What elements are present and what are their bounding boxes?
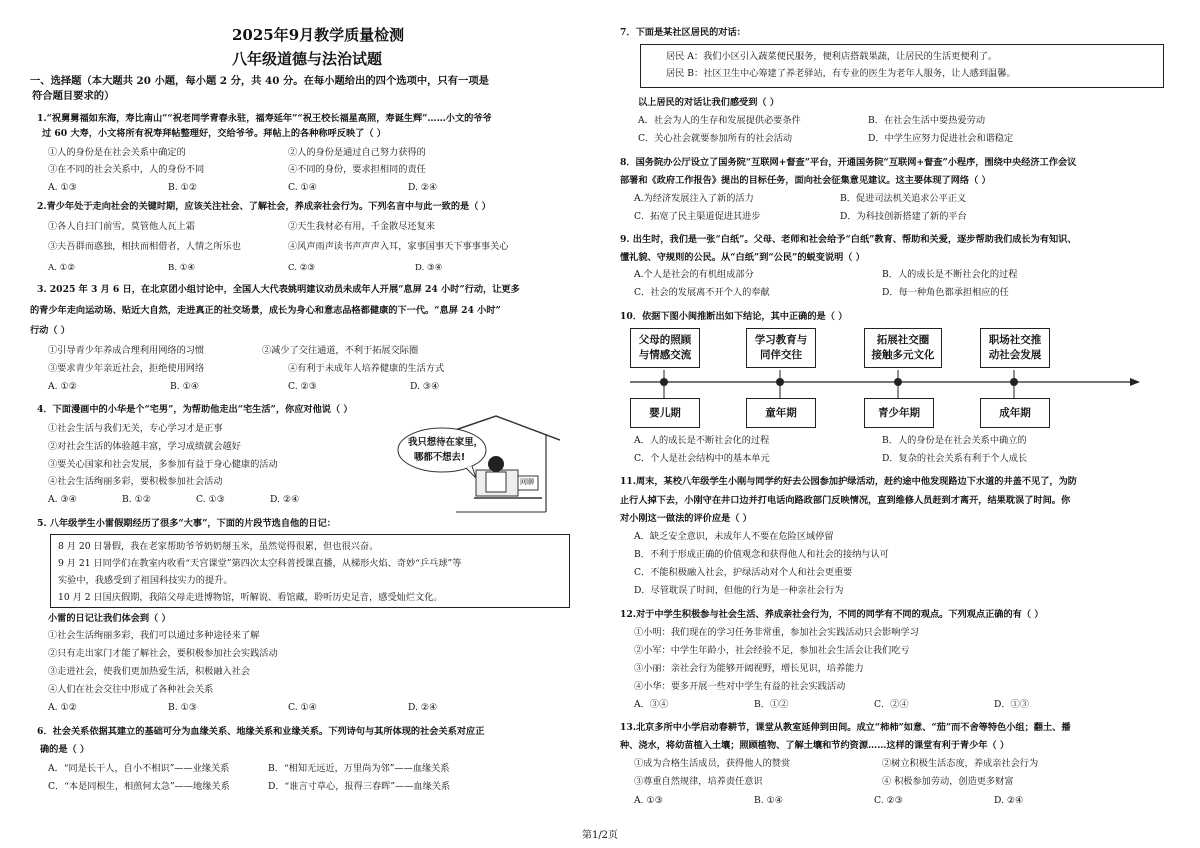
q1-option: ③在不同的社会关系中，人的身份不同: [48, 164, 205, 175]
q10-stem: 10．依据下图小闽推断出如下结论，其中正确的是（ ）: [620, 311, 848, 322]
q2-option: ①各人自扫门前雪，莫管他人瓦上霜: [48, 221, 195, 232]
q3-stem: 的青少年走向运动场、贴近大自然，走进真正的社交场景，成长为身心和意志品格都健康的下一代。“息屏 24 小时”: [30, 305, 501, 316]
q13-option: ②树立积极生活态度，养成亲社会行为: [882, 758, 1039, 769]
q11-choice-c[interactable]: C．不能积极融入社会，护绿活动对个人和社会更重要: [634, 567, 853, 578]
timeline-top-adulthood: 职场社交推 动社会发展: [980, 328, 1050, 368]
q11-choice-b[interactable]: B．不利于形成正确的价值观念和获得他人和社会的接纳与认可: [634, 549, 889, 560]
q13-choice-b[interactable]: B. ①④: [754, 795, 784, 806]
exam-title-line2: 八年级道德与法治试题: [232, 50, 383, 68]
q5-choice-a[interactable]: A. ①②: [48, 702, 77, 713]
q3-option: ①引导青少年养成合理利用网络的习惯: [48, 345, 205, 356]
timeline-top-adolescence: 拓展社交圈 接触多元文化: [864, 328, 942, 368]
q12-choice-c[interactable]: C．②④: [874, 699, 909, 710]
q1-choice-c[interactable]: C. ①④: [288, 182, 318, 193]
q12-option: ①小明：我们现在的学习任务非常重，参加社会实践活动只会影响学习: [634, 627, 919, 638]
q13-choice-a[interactable]: A. ①③: [634, 795, 663, 806]
diary-line: 8 月 20 日暑假，我在老家帮助爷爷奶奶掰玉米，虽然觉得很累，但也很兴奋。: [58, 541, 379, 552]
q4-choice-d[interactable]: D. ②④: [270, 494, 300, 505]
timeline-top-childhood: 学习教育与 同伴交往: [746, 328, 816, 368]
q6-choice-c[interactable]: C．“本是同根生，相煎何太急”——地缘关系: [48, 781, 230, 792]
q9-choice-b[interactable]: B．人的成长是不断社会化的过程: [882, 269, 1018, 280]
q2-choice-d[interactable]: D. ③④: [415, 263, 443, 273]
dialogue-line: 居民 B：社区卫生中心筹建了养老驿站，有专业的医生为老年人服务，让人感到温馨。: [666, 68, 1016, 79]
q9-stem: 9. 出生时，我们是一张“白纸”。父母、老师和社会给予“白纸”教育、帮助和关爱，逐步帮助我们成长为有知识、: [620, 234, 1077, 245]
q12-option: ③小丽：亲社会行为能够开阔视野，增长见识，培养能力: [634, 663, 864, 674]
q5-option: ④人们在社会交往中形成了各种社会关系: [48, 684, 214, 695]
q8-choice-c[interactable]: C．拓宽了民主渠道促进其进步: [634, 211, 761, 222]
q1-stem: 过 60 大寿，小文将所有祝寿拜帖整理好，交给爷爷。拜帖上的各种称呼反映了（ ）: [42, 128, 386, 139]
q8-choice-a[interactable]: A.为经济发展注入了新的活力: [634, 193, 754, 204]
speech-bubble-line2: 哪都不想去!: [414, 452, 466, 463]
q2-option: ②天生我材必有用，千金散尽还复来: [288, 221, 435, 232]
q3-stem: 行动（ ）: [30, 325, 70, 336]
q6-stem: 确的是（ ）: [40, 744, 90, 755]
q6-choice-a[interactable]: A．“同是长干人，自小不相识”——业缘关系: [48, 763, 230, 774]
q1-option: ④不同的身份，要求担相同的责任: [288, 164, 426, 175]
q6-choice-d[interactable]: D．“谁言寸草心，报得三春晖”——血缘关系: [268, 781, 451, 792]
q3-stem: 3. 2025 年 3 月 6 日，在北京团小组讨论中，全国人大代表姚明建议动员未成年人开展“息屏 24 小时”行动，让更多: [37, 284, 520, 295]
q7-choice-a[interactable]: A．社会为人的生存和发展提供必要条件: [638, 115, 801, 126]
growth-timeline: [630, 326, 1140, 430]
q4-option: ④社会生活绚丽多彩，要积极参加社会活动: [48, 476, 223, 487]
q5-choice-b[interactable]: B. ①③: [168, 702, 198, 713]
q12-stem: 12.对于中学生积极参与社会生活、养成亲社会行为，不同的同学有不同的观点。下列观点正确的有（ ）: [620, 609, 1044, 620]
q1-option: ①人的身份是在社会关系中确定的: [48, 147, 186, 158]
page-number: 第1/2页: [581, 830, 619, 841]
q11-choice-d[interactable]: D．尽管耽误了时间，但他的行为是一种亲社会行为: [634, 585, 844, 596]
q5-option: ①社会生活绚丽多彩，我们可以通过多种途径来了解: [48, 630, 260, 641]
dialogue-line: 居民 A：我们小区引入蔬菜便民服务，便利店搭载果蔬，让居民的生活更便利了。: [666, 51, 998, 62]
q13-stem: 种、浇水，将幼苗植入土壤；照顾植物、了解土壤和节约资源……这样的课堂有利于青少年（ ）: [620, 740, 1010, 751]
speech-bubble-line1: 我只想待在家里，: [408, 437, 484, 448]
q3-choice-d[interactable]: D. ③④: [410, 381, 440, 392]
section-heading: 一、选择题（本大题共 20 小题，每小题 2 分，共 40 分。在每小题给出的四个选项中，只有一项是: [30, 75, 489, 87]
section-heading-cont: 符合题目要求的）: [32, 90, 115, 102]
q8-stem: 部署和《政府工作报告》提出的目标任务，面向社会征集意见建议。这主要体现了网络（ ）: [620, 175, 991, 186]
q2-option: ③夫吾群而惑独，相扶而相借者，人情之所乐也: [48, 241, 241, 252]
q10-choice-d[interactable]: D．复杂的社会关系有利于个人成长: [882, 453, 1028, 464]
q1-choice-a[interactable]: A. ①③: [48, 182, 77, 193]
q3-choice-b[interactable]: B. ①④: [170, 381, 200, 392]
cartoon-illustration: [396, 412, 560, 514]
q5-choice-d[interactable]: D. ②④: [408, 702, 438, 713]
screen-sign: 网聊: [520, 478, 534, 486]
q9-choice-c[interactable]: C．社会的发展离不开个人的奉献: [634, 287, 770, 298]
q12-choice-d[interactable]: D．①③: [994, 699, 1029, 710]
q10-choice-a[interactable]: A．人的成长是不断社会化的过程: [634, 435, 770, 446]
q3-option: ③要求青少年亲近社会，拒绝使用网络: [48, 363, 205, 374]
q7-choice-b[interactable]: B．在社会生活中要热爱劳动: [868, 115, 986, 126]
q4-choice-a[interactable]: A. ③④: [48, 494, 77, 505]
q8-stem: 8．国务院办公厅设立了国务院“互联网+督查”平台，开通国务院“互联网+督查”小程序，围绕中央经济工作会议: [620, 157, 1077, 168]
q5-option: ②只有走出家门才能了解社会，要积极参加社会实践活动: [48, 648, 278, 659]
q12-choice-a[interactable]: A．③④: [634, 699, 669, 710]
q3-choice-c[interactable]: C. ②③: [288, 381, 318, 392]
q4-stem: 4．下面漫画中的小华是个“宅男”，为帮助他走出“宅生活”，你应对他说（ ）: [37, 404, 353, 415]
q12-choice-b[interactable]: B．①②: [754, 699, 789, 710]
q5-option: ③走进社会，使我们更加热爱生活，积极融入社会: [48, 666, 251, 677]
q1-choice-d[interactable]: D. ②④: [408, 182, 438, 193]
q13-stem: 13.北京多所中小学启动春耕节，课堂从教室延伸到田间。成立“柿柿”如意、“茄”而不舍等特色小组；翻土、播: [620, 722, 1071, 733]
q3-choice-a[interactable]: A. ①②: [48, 381, 77, 392]
q6-choice-b[interactable]: B．“相知无远近，万里尚为邻”——血缘关系: [268, 763, 450, 774]
exam-title-line1: 2025年9月教学质量检测: [232, 26, 405, 44]
q2-choice-a[interactable]: A. ①②: [48, 263, 76, 273]
q13-option: ①成为合格生活成员，获得他人的赞赏: [634, 758, 791, 769]
q12-option: ②小军：中学生年龄小，社会经验不足，参加社会生活会让我们吃亏: [634, 645, 910, 656]
q4-choice-b[interactable]: B. ①②: [122, 494, 152, 505]
q3-option: ④有利于未成年人培养健康的生活方式: [288, 363, 445, 374]
q2-option: ④风声雨声读书声声声入耳，家事国事天下事事事关心: [288, 241, 509, 252]
timeline-bottom-infancy: 婴儿期: [630, 398, 700, 428]
q11-choice-a[interactable]: A．缺乏安全意识，未成年人不要在危险区域停留: [634, 531, 834, 542]
q7-choice-c[interactable]: C．关心社会就要参加所有的社会活动: [638, 133, 793, 144]
q13-choice-d[interactable]: D. ②④: [994, 795, 1024, 806]
q11-stem: 对小刚这一做法的评价应是（ ）: [620, 513, 752, 524]
q4-option: ③要关心国家和社会发展，多参加有益于身心健康的活动: [48, 459, 278, 470]
q13-choice-c[interactable]: C. ②③: [874, 795, 904, 806]
timeline-bottom-adolescence: 青少年期: [864, 398, 934, 428]
q6-stem: 6．社会关系依据其建立的基础可分为血缘关系、地缘关系和业缘关系。下列诗句与其所体现的社会关系对应正: [37, 726, 485, 737]
q7-question: 以上居民的对话让我们感受到（ ）: [638, 97, 780, 108]
q12-option: ④小华：要多开展一些对中学生有益的社会实践活动: [634, 681, 846, 692]
q1-stem: 1.“祝舅舅福如东海，寿比南山”“祝老同学青春永驻，福寿延年”“祝王校长福星高照，寿诞生辉”……小文的爷爷: [37, 113, 492, 124]
q5-choice-c[interactable]: C. ①④: [288, 702, 318, 713]
q4-option: ②对社会生活的体验越丰富，学习成绩就会越好: [48, 441, 241, 452]
q2-choice-b[interactable]: B. ①④: [168, 263, 196, 273]
q4-choice-c[interactable]: C. ①③: [196, 494, 226, 505]
q4-option: ①社会生活与我们无关，专心学习才是正事: [48, 423, 223, 434]
timeline-top-infancy: 父母的照顾 与情感交流: [630, 328, 700, 368]
timeline-bottom-adulthood: 成年期: [980, 398, 1050, 428]
q5-question: 小雷的日记让我们体会到（ ）: [48, 613, 171, 624]
q3-option: ②减少了交往通道，不利于拓展交际圈: [262, 345, 419, 356]
q9-choice-a[interactable]: A.个人是社会的有机组成部分: [634, 269, 754, 280]
q2-choice-c[interactable]: C. ②③: [288, 263, 316, 273]
q10-choice-b[interactable]: B．人的身份是在社会关系中确立的: [882, 435, 1027, 446]
timeline-bottom-childhood: 童年期: [746, 398, 816, 428]
diary-line: 实验中，我感受到了祖国科技实力的提升。: [58, 575, 233, 586]
q8-choice-d[interactable]: D．为科技创新搭建了新的平台: [840, 211, 967, 222]
q5-stem: 5. 八年级学生小雷假期经历了很多“大事”，下面的片段节选自他的日记：: [37, 518, 336, 529]
q9-choice-d[interactable]: D．每一种角色都承担相应的任: [882, 287, 1009, 298]
diary-line: 9 月 21 日同学们在教室内收看“天宫课堂”第四次太空科普授课直播，从梯形火焰、奇妙“乒乓球”等: [58, 558, 462, 569]
diary-line: 10 月 2 日国庆假期，我陪父母走进博物馆，听解说、看馆藏，聆听历史足音，感受灿烂文化。: [58, 592, 443, 603]
q1-choice-b[interactable]: B. ①②: [168, 182, 198, 193]
q8-choice-b[interactable]: B．促进司法机关追求公平正义: [840, 193, 967, 204]
q11-stem: 11.周末，某校八年级学生小刚与同学约好去公园参加护绿活动，赶约途中他发现路边下水道的井盖不见了，为防: [620, 476, 1077, 487]
q10-choice-c[interactable]: C．个人是社会结构中的基本单元: [634, 453, 770, 464]
q13-option: ③尊重自然规律，培养责任意识: [634, 776, 763, 787]
q7-choice-d[interactable]: D．中学生应努力促进社会和谐稳定: [868, 133, 1014, 144]
q1-option: ②人的身份是通过自己努力获得的: [288, 147, 426, 158]
q9-stem: 懂礼貌、守规则的公民。从“白纸”到“公民”的蜕变说明（ ）: [620, 252, 865, 263]
q2-stem: 2.青少年处于走向社会的关键时期，应该关注社会、了解社会，养成亲社会行为。下列名言中与此一致的是（ ）: [37, 201, 491, 212]
q11-stem: 止行人掉下去，小刚守在井口边并打电话向路政部门反映情况，直到维修人员赶到才离开，结果耽误了时间。你: [620, 495, 1071, 506]
q7-stem: 7．下面是某社区居民的对话：: [620, 27, 746, 38]
q13-option: ④ 积极参加劳动，创造更多财富: [882, 776, 1014, 787]
